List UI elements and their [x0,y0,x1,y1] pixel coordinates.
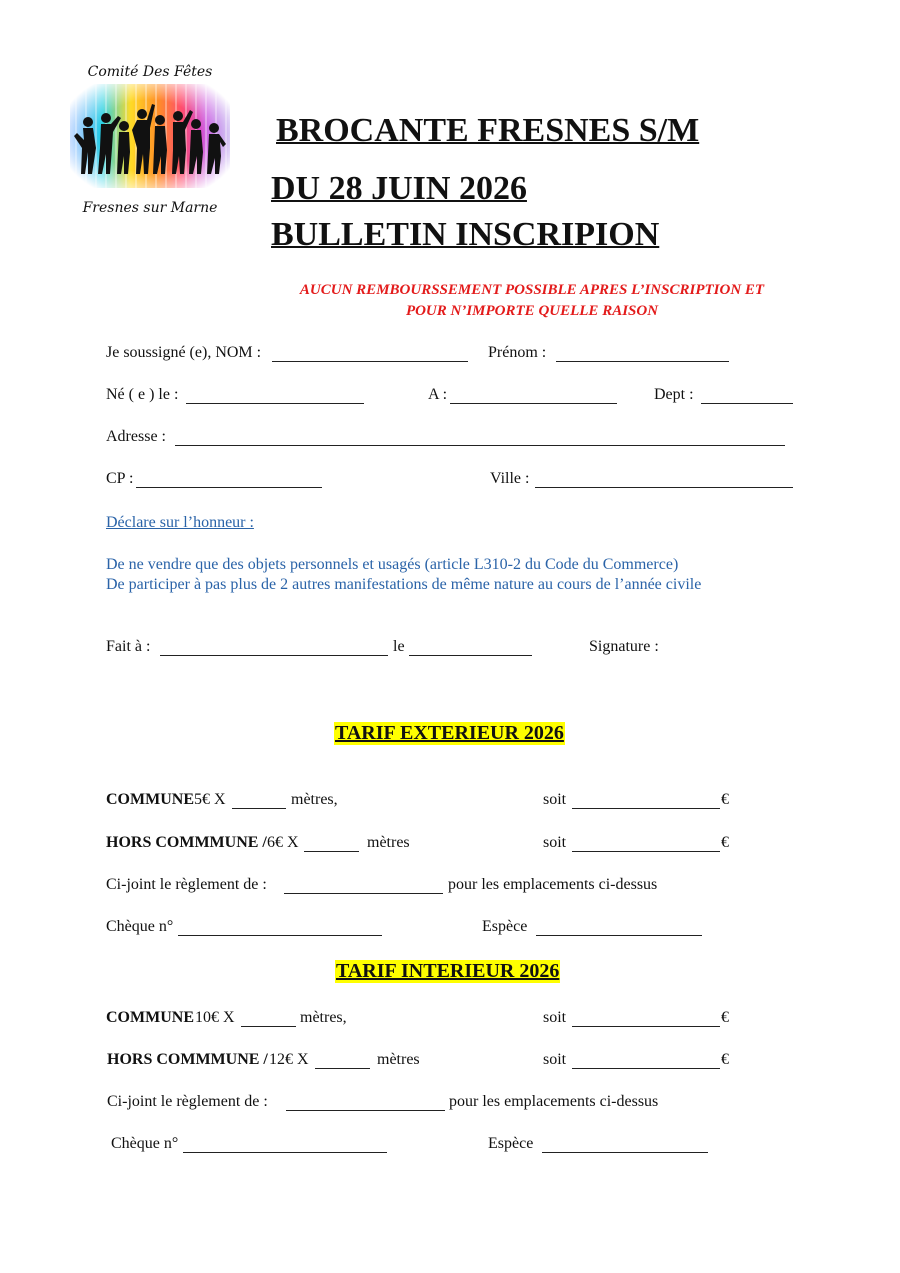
int-hors-total-field[interactable] [572,1054,720,1069]
int-reglement-label: Ci-joint le règlement de : [107,1093,268,1110]
ext-cheque-label: Chèque n° [106,918,174,935]
ext-hors-label: HORS COMMMUNE / [106,834,267,851]
int-commune-total-field[interactable] [572,1012,720,1027]
ext-commune-metres-field[interactable] [232,794,286,809]
tarif-exterieur-heading: TARIF EXTERIEUR 2026 [335,722,564,744]
warning-line-2: POUR N’IMPORTE QUELLE RAISON [405,303,659,319]
ext-commune-soit-label: soit [543,791,567,808]
dept-label: Dept : [654,386,694,403]
ext-espece-label: Espèce [482,918,528,935]
int-reglement-field[interactable] [286,1096,445,1111]
ville-field[interactable] [535,473,793,488]
int-hors-price: 12€ X [269,1051,309,1068]
date-label: le [393,638,405,655]
int-cheque-field[interactable] [183,1138,387,1153]
int-cheque-label: Chèque n° [111,1135,179,1152]
int-hors-soit-label: soit [543,1051,567,1068]
fait-a-field[interactable] [160,641,388,656]
declaration-line-2: De participer à pas plus de 2 autres manifestations de même nature au cours de l’année civile [106,576,702,593]
comite-logo [66,56,234,222]
nom-label: Je soussigné (e), NOM : [106,344,262,361]
date-field[interactable] [409,641,532,656]
naissance-label: Né ( e ) le : [106,386,179,403]
int-hors-metres-field[interactable] [315,1054,370,1069]
cp-field[interactable] [136,473,322,488]
prenom-field[interactable] [556,347,729,362]
ext-cheque-field[interactable] [178,921,382,936]
event-date: DU 28 JUIN 2026 [271,170,527,207]
adresse-field[interactable] [175,431,785,446]
int-commune-euro: € [721,1009,729,1026]
int-espece-label: Espèce [488,1135,534,1152]
ext-hors-total-field[interactable] [572,837,720,852]
ext-hors-metres-field[interactable] [304,837,359,852]
ext-commune-total-field[interactable] [572,794,720,809]
int-commune-label: COMMUNE [106,1009,194,1026]
int-reglement-suffix: pour les emplacements ci-dessus [449,1093,659,1110]
dept-field[interactable] [701,389,793,404]
naissance-date-field[interactable] [186,389,364,404]
ext-commune-unit: mètres, [291,791,338,808]
lieu-label: A : [428,386,448,403]
int-espece-field[interactable] [542,1138,708,1153]
ext-hors-unit: mètres [367,834,410,851]
logo-bottom-text: Fresnes sur Marne [82,200,218,216]
ext-hors-price: 6€ X [267,834,299,851]
form-title: BULLETIN INSCRIPION [271,216,660,253]
nom-field[interactable] [272,347,468,362]
int-commune-soit-label: soit [543,1009,567,1026]
fait-a-label: Fait à : [106,638,151,655]
ville-label: Ville : [490,470,530,487]
ext-hors-soit-label: soit [543,834,567,851]
ext-reglement-label: Ci-joint le règlement de : [106,876,267,893]
ext-hors-euro: € [721,834,729,851]
declaration-line-1: De ne vendre que des objets personnels et usagés (article L310-2 du Code du Commerce) [106,556,679,573]
int-hors-euro: € [721,1051,729,1068]
lieu-field[interactable] [450,389,617,404]
prenom-label: Prénom : [488,344,547,361]
tarif-interieur-heading: TARIF INTERIEUR 2026 [336,960,560,982]
int-hors-label: HORS COMMMUNE / [107,1051,268,1068]
cp-label: CP : [106,470,134,487]
ext-commune-label: COMMUNE [106,791,194,808]
adresse-label: Adresse : [106,428,166,445]
int-commune-metres-field[interactable] [241,1012,296,1027]
ext-reglement-suffix: pour les emplacements ci-dessus [448,876,658,893]
logo-top-text: Comité Des Fêtes [87,64,213,80]
ext-reglement-field[interactable] [284,879,443,894]
ext-commune-euro: € [721,791,729,808]
int-hors-unit: mètres [377,1051,420,1068]
signature-label: Signature : [589,638,659,655]
ext-espece-field[interactable] [536,921,702,936]
int-commune-price: 10€ X [195,1009,235,1026]
ext-commune-price: 5€ X [194,791,226,808]
warning-line-1: AUCUN REMBOURSSEMENT POSSIBLE APRES L’INSCRIPTION ET [299,282,765,298]
page-title: BROCANTE FRESNES S/M [276,112,700,149]
int-commune-unit: mètres, [300,1009,347,1026]
declaration-heading: Déclare sur l’honneur : [106,514,254,531]
